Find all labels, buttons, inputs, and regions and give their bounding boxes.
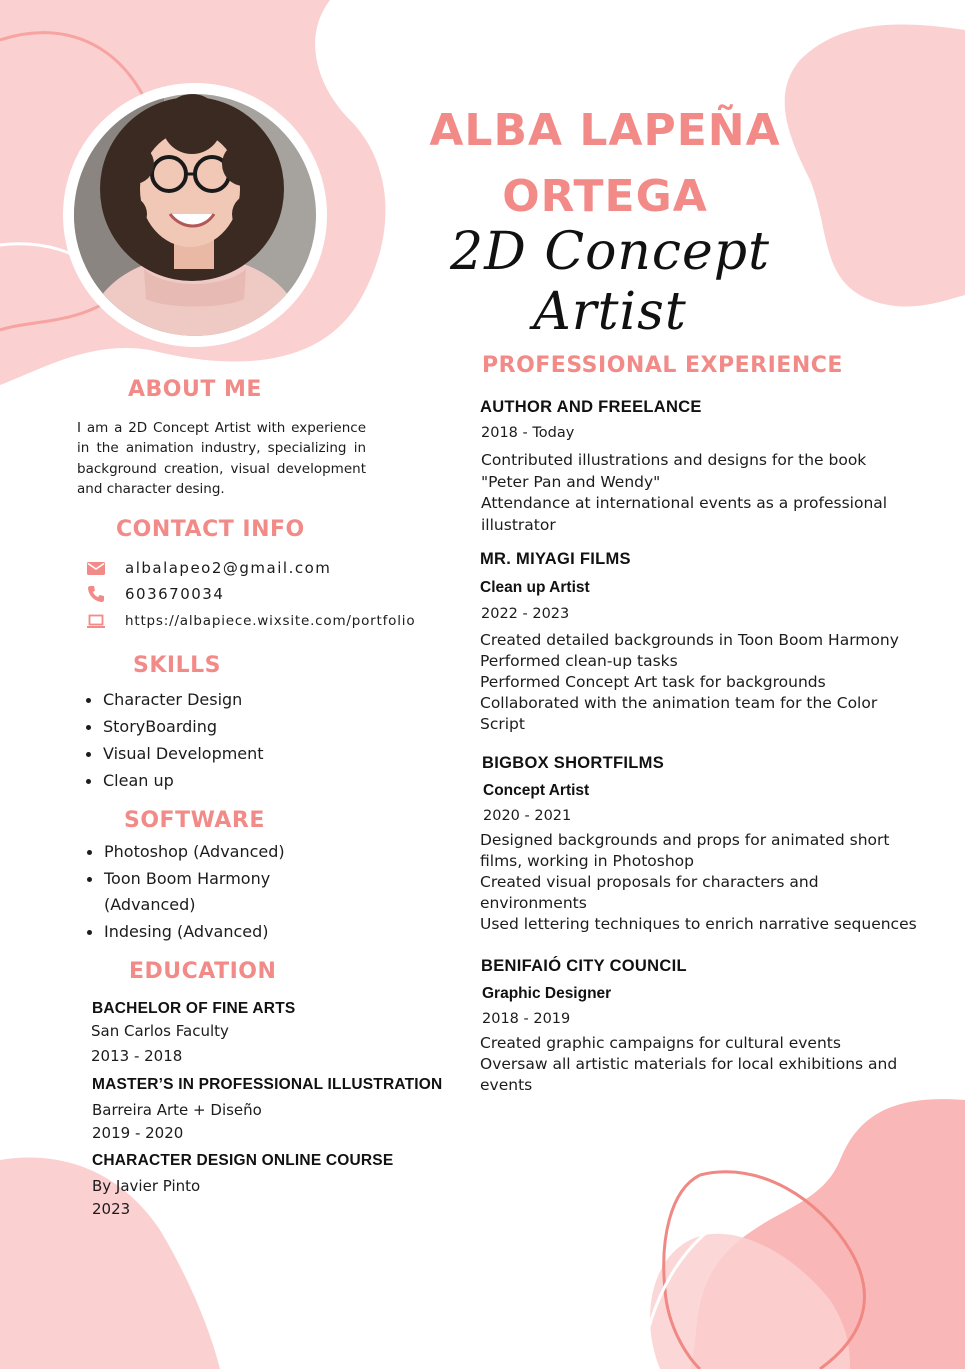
job-dates: 2018 - Today bbox=[481, 425, 575, 441]
job-description bbox=[480, 1033, 897, 1096]
software-item: Photoshop (Advanced) bbox=[77, 840, 285, 867]
contact-email bbox=[86, 557, 331, 579]
job-description-line: films, working in Photoshop bbox=[480, 852, 694, 870]
job-description-line: Used lettering techniques to enrich narrative sequences bbox=[480, 915, 917, 933]
job-company: AUTHOR AND FREELANCE bbox=[480, 398, 702, 416]
job-company: BENIFAIÓ CITY COUNCIL bbox=[481, 957, 687, 975]
education-entry-place: San Carlos Faculty bbox=[91, 1022, 229, 1040]
mail-icon bbox=[86, 558, 106, 578]
software-item-continued: (Advanced) bbox=[104, 895, 196, 914]
software-item: Toon Boom Harmony bbox=[77, 867, 285, 893]
job-company: BIGBOX SHORTFILMS bbox=[482, 754, 665, 772]
job-description-line: Script bbox=[480, 715, 525, 733]
job-dates: 2020 - 2021 bbox=[483, 808, 572, 824]
skill-item: Clean up bbox=[76, 769, 264, 796]
education-entry-title: CHARACTER DESIGN ONLINE COURSE bbox=[92, 1152, 394, 1169]
job-description-line: Performed Concept Art task for backgrounds bbox=[480, 673, 826, 691]
about-text: I am a 2D Concept Artist with experience in the animation industry, specializing in background creation, visual development and character desing. bbox=[77, 420, 366, 497]
contact-portfolio bbox=[86, 610, 415, 632]
phone-text[interactable]: 603670034 bbox=[125, 585, 225, 603]
job-description-line: Designed backgrounds and props for animated short bbox=[480, 831, 890, 849]
job-description bbox=[480, 630, 899, 735]
skill-item: StoryBoarding bbox=[76, 715, 264, 742]
email-text[interactable]: albalapeo2@gmail.com bbox=[125, 559, 332, 577]
job-description-line: Oversaw all artistic materials for local exhibitions and bbox=[480, 1055, 898, 1073]
education-entry-title: BACHELOR OF FINE ARTS bbox=[92, 1000, 296, 1017]
role-title: 2D Concept Artist bbox=[450, 222, 770, 342]
experience-title: PROFESSIONAL EXPERIENCE bbox=[482, 353, 843, 378]
profile-photo-frame bbox=[63, 83, 327, 347]
job-dates: 2022 - 2023 bbox=[481, 606, 570, 622]
about-title: ABOUT ME bbox=[128, 377, 262, 402]
education-entry-dates: 2023 bbox=[92, 1200, 131, 1218]
portfolio-link[interactable]: https://albapiece.wixsite.com/portfolio bbox=[125, 613, 416, 629]
job-company: MR. MIYAGI FILMS bbox=[480, 550, 631, 568]
profile-photo bbox=[74, 94, 316, 336]
job-description-line: Attendance at international events as a professional bbox=[481, 494, 888, 512]
job-description-line: "Peter Pan and Wendy" bbox=[481, 472, 661, 491]
job-role: Clean up Artist bbox=[480, 579, 590, 596]
name-line-1: ALBA LAPEÑA bbox=[429, 105, 781, 156]
education-entry-place: By Javier Pinto bbox=[92, 1177, 201, 1195]
education-entry-title: MASTER’S IN PROFESSIONAL ILLUSTRATION bbox=[92, 1076, 443, 1093]
candidate-name bbox=[400, 98, 810, 230]
job-description-line: Collaborated with the animation team for the Color bbox=[480, 694, 878, 712]
software-list bbox=[77, 840, 285, 947]
software-item: Indesing (Advanced) bbox=[77, 920, 285, 947]
laptop-icon bbox=[86, 611, 106, 631]
education-entry-place: Barreira Arte + Diseño bbox=[92, 1101, 262, 1119]
skill-item: Character Design bbox=[76, 688, 264, 715]
job-description-line: events bbox=[480, 1076, 533, 1094]
contact-phone bbox=[86, 583, 224, 605]
name-line-2: ORTEGA bbox=[502, 171, 708, 222]
job-description-line: environments bbox=[480, 894, 587, 912]
job-dates: 2018 - 2019 bbox=[482, 1011, 571, 1027]
job-description-line: Created visual proposals for characters and bbox=[480, 873, 819, 891]
job-description bbox=[481, 450, 887, 536]
job-role: Graphic Designer bbox=[482, 985, 612, 1002]
job-description-line: illustrator bbox=[481, 515, 556, 534]
skill-item: Visual Development bbox=[76, 742, 264, 769]
software-title: SOFTWARE bbox=[124, 808, 265, 833]
education-title: EDUCATION bbox=[129, 959, 277, 984]
job-description-line: Contributed illustrations and designs for the book bbox=[481, 451, 867, 469]
skills-title: SKILLS bbox=[133, 653, 221, 678]
job-description-line: Created graphic campaigns for cultural events bbox=[480, 1034, 841, 1052]
job-role: Concept Artist bbox=[483, 782, 590, 799]
education-entry-dates: 2019 - 2020 bbox=[92, 1124, 184, 1142]
job-description-line: Performed clean-up tasks bbox=[480, 652, 678, 670]
job-description-line: Created detailed backgrounds in Toon Boom Harmony bbox=[480, 631, 899, 649]
phone-icon bbox=[86, 584, 106, 604]
job-description bbox=[480, 830, 917, 935]
skills-list bbox=[76, 688, 264, 796]
contact-title: CONTACT INFO bbox=[116, 517, 305, 542]
education-entry-dates: 2013 - 2018 bbox=[91, 1047, 183, 1065]
